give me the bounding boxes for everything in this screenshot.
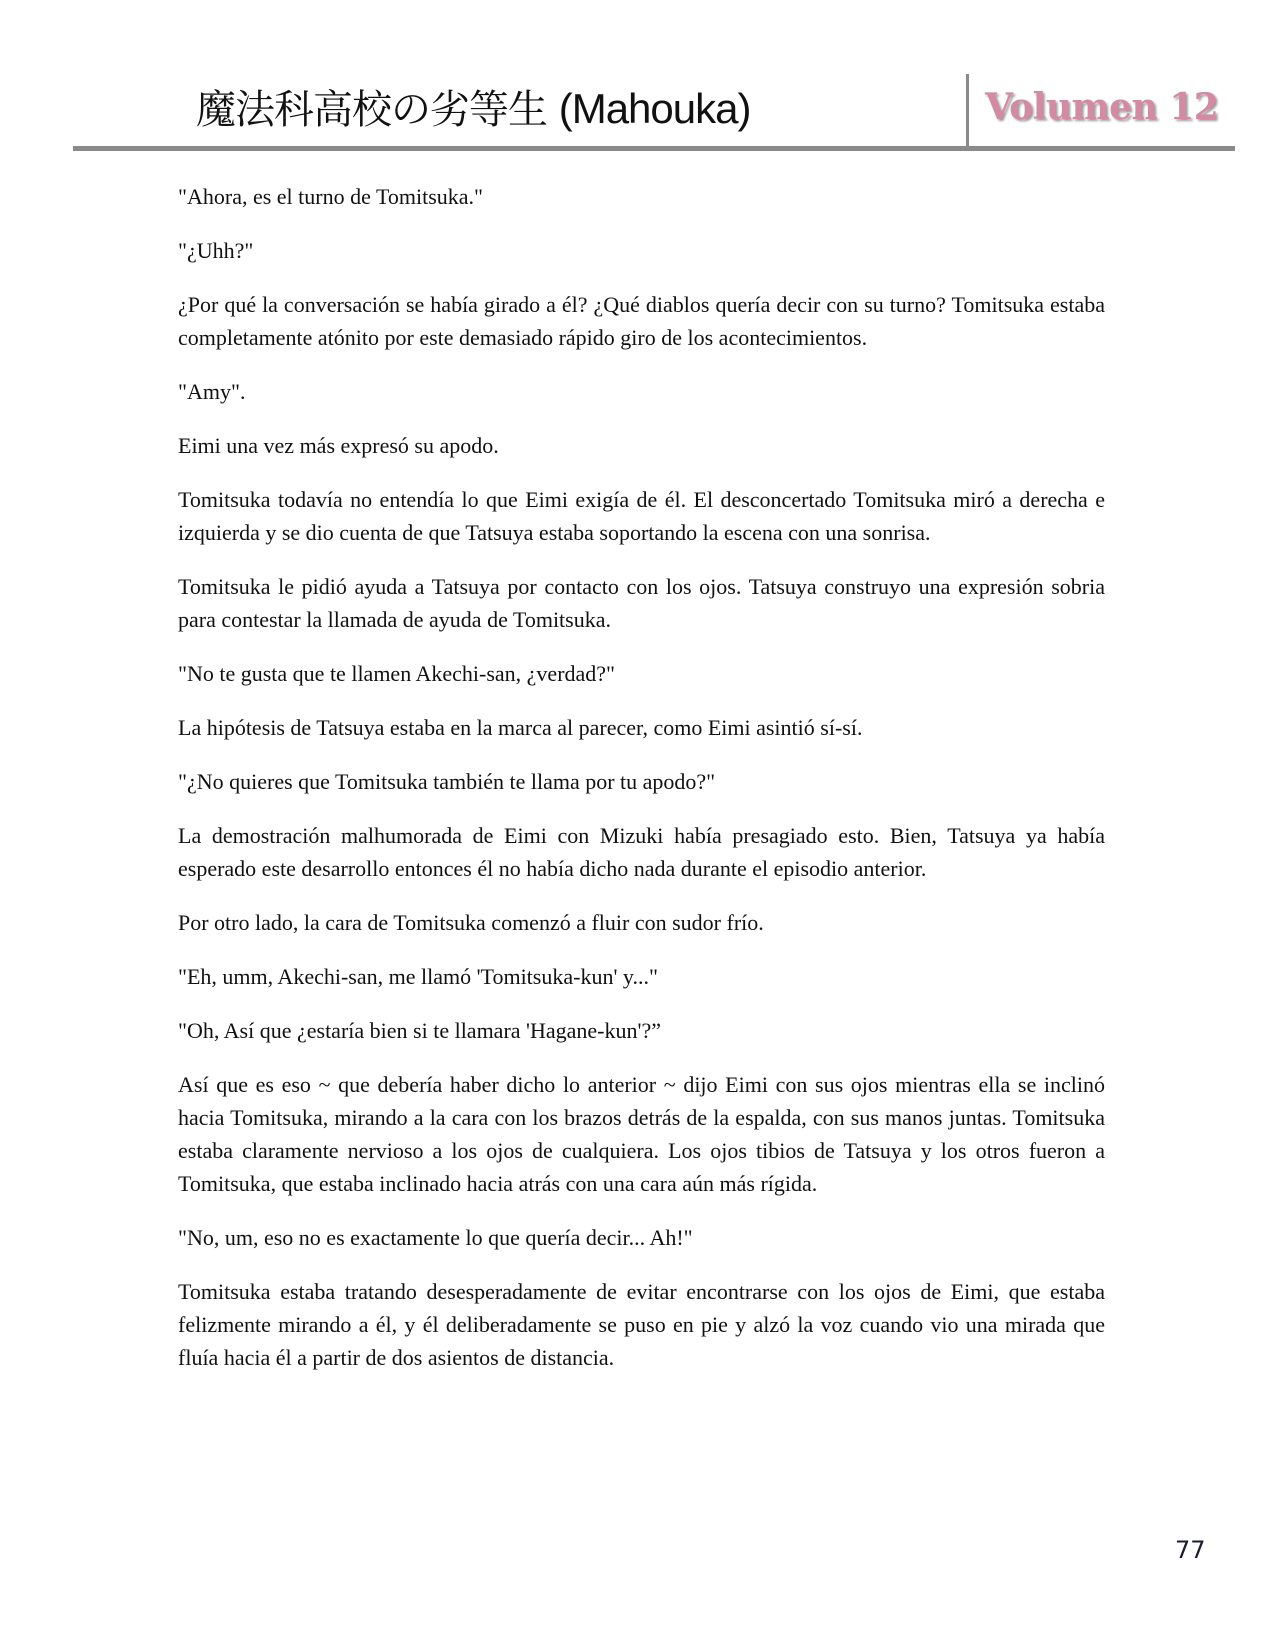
- paragraph: Por otro lado, la cara de Tomitsuka comenzó a fluir con sudor frío.: [178, 910, 764, 935]
- book-title-japanese: 魔法科高校の劣等生: [196, 87, 547, 133]
- paragraph: Así que es eso ~ que debería haber dicho lo anterior ~ dijo Eimi con sus ojos mientras ella se inclinó hacia Tomitsuka, mirando a la cara con los brazos detrás de la espalda, con sus manos juntas. Tomitsuka estaba claramente nervioso a los ojos de cualquiera. Los ojos tibios de Tatsuya y los otros fueron a Tomitsuka, que estaba inclinado hacia atrás con una cara aún más rígida.: [178, 1072, 1105, 1196]
- paragraph: "Eh, umm, Akechi-san, me llamó 'Tomitsuka-kun' y...": [178, 964, 658, 989]
- page-header: [0, 0, 1275, 160]
- paragraph: "No te gusta que te llamen Akechi-san, ¿verdad?": [178, 661, 616, 686]
- page-body: [178, 180, 1105, 1395]
- paragraph: Tomitsuka todavía no entendía lo que Eimi exigía de él. El desconcertado Tomitsuka miró a derecha e izquierda y se dio cuenta de que Tatsuya estaba soportando la escena con una sonrisa.: [178, 487, 1105, 545]
- paragraph: "¿Uhh?": [178, 238, 254, 263]
- paragraph: Tomitsuka le pidió ayuda a Tatsuya por contacto con los ojos. Tatsuya construyo una expresión sobria para contestar la llamada de ayuda de Tomitsuka.: [178, 574, 1105, 632]
- paragraph: "Amy".: [178, 379, 246, 404]
- paragraph: La demostración malhumorada de Eimi con Mizuki había presagiado esto. Bien, Tatsuya ya había esperado este desarrollo entonces él no había dicho nada durante el episodio anterior.: [178, 823, 1105, 881]
- paragraph: "Oh, Así que ¿estaría bien si te llamara 'Hagane-kun'?”: [178, 1018, 662, 1043]
- page-number: 77: [1175, 1536, 1206, 1564]
- paragraph: "Ahora, es el turno de Tomitsuka.": [178, 184, 484, 209]
- paragraph: "¿No quieres que Tomitsuka también te llama por tu apodo?": [178, 769, 716, 794]
- paragraph: La hipótesis de Tatsuya estaba en la marca al parecer, como Eimi asintió sí-sí.: [178, 715, 863, 740]
- header-rule: [73, 146, 1235, 151]
- header-vertical-divider: [966, 74, 969, 150]
- paragraph: Tomitsuka estaba tratando desesperadamente de evitar encontrarse con los ojos de Eimi, que estaba felizmente mirando a él, y él deliberadamente se puso en pie y alzó la voz cuando vio una mirada que fluía hacia él a partir de dos asientos de distancia.: [178, 1279, 1105, 1370]
- paragraph: "No, um, eso no es exactamente lo que quería decir... Ah!": [178, 1225, 693, 1250]
- book-title: [196, 78, 750, 135]
- paragraph: ¿Por qué la conversación se había girado a él? ¿Qué diablos quería decir con su turno? Tomitsuka estaba completamente atónito por este demasiado rápido giro de los acontecimientos.: [178, 292, 1105, 350]
- paragraph: Eimi una vez más expresó su apodo.: [178, 433, 499, 458]
- book-title-latin: (Mahouka): [558, 85, 751, 132]
- volume-label: Volumen 12: [985, 86, 1219, 128]
